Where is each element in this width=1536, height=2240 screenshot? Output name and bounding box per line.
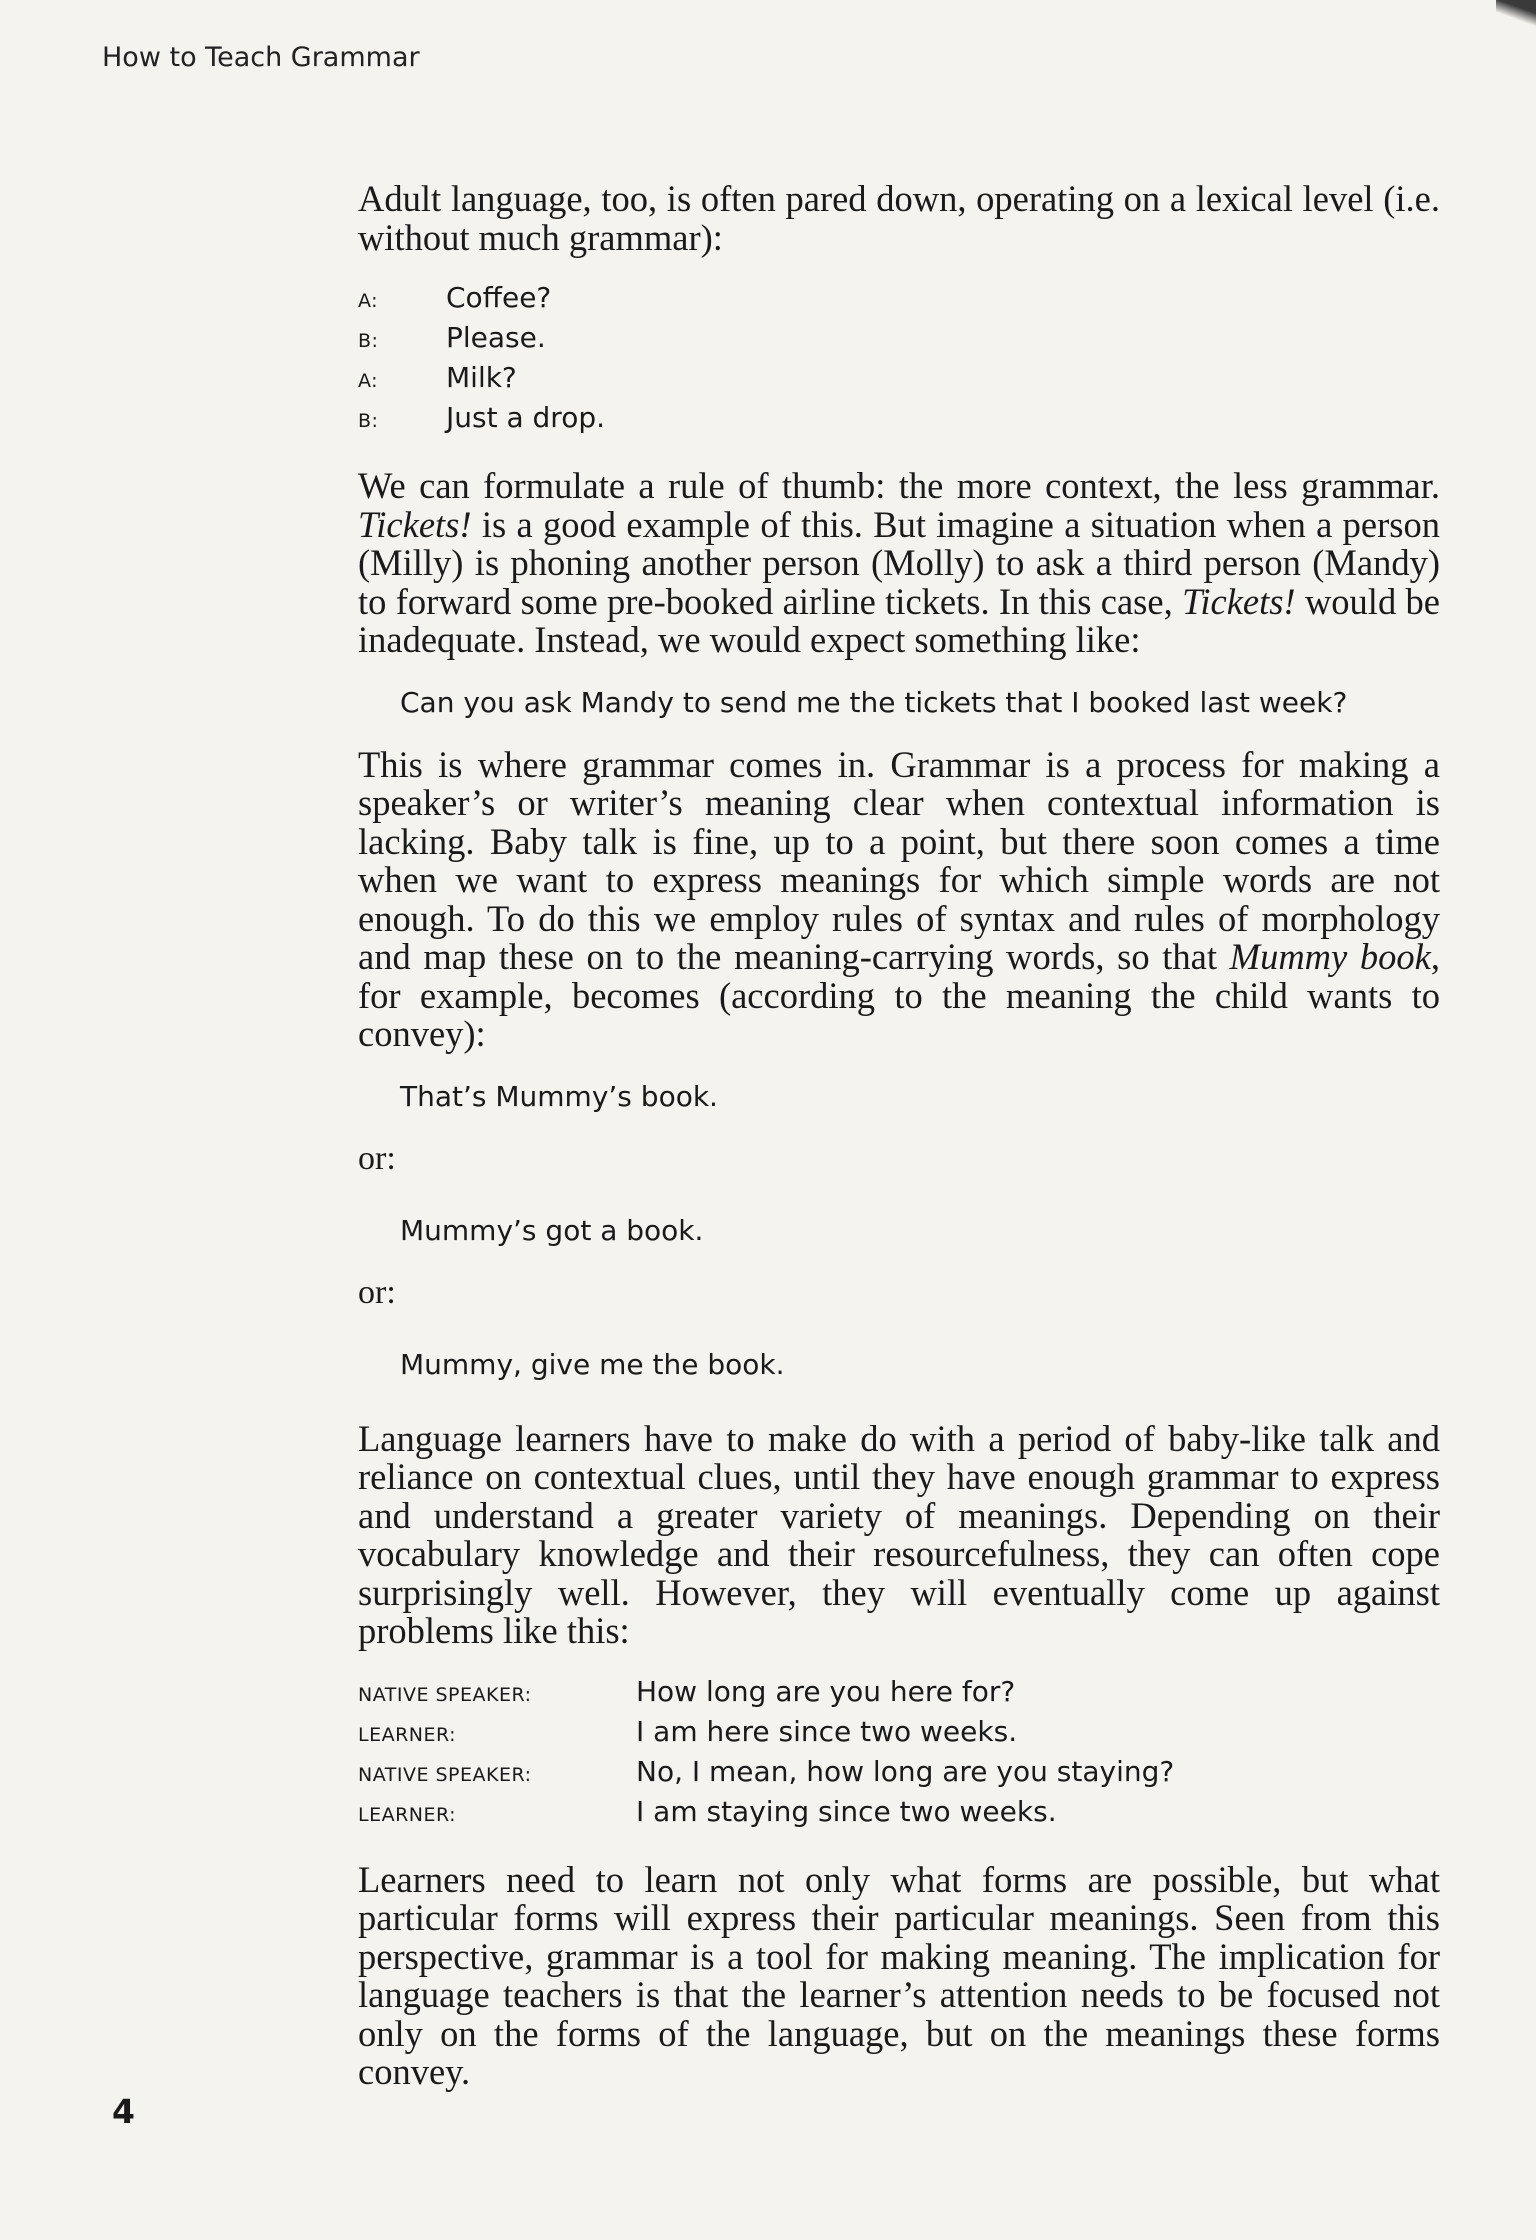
dialog-line: I am here since two weeks. <box>636 1714 1018 1748</box>
text-run: would be inadequate. Instead, we would expect something like: <box>358 580 1441 660</box>
example-sentence: Mummy’s got a book. <box>400 1213 704 1247</box>
example-sentence: Mummy, give me the book. <box>400 1347 785 1381</box>
speaker-label: B: <box>358 330 379 352</box>
italic-run: Tickets! <box>358 503 472 545</box>
dialog-row <box>358 1715 1440 1755</box>
italic-run: Tickets! <box>1182 580 1296 622</box>
dialog-coffee <box>358 281 1440 441</box>
paragraph-learners-need: Learners need to learn not only what forms are possible, but what particular forms will express their particular meanings. Seen from this perspective, grammar is a tool for making meaning. The implication for language teachers is that the learner’s attention needs to be focused not only on the forms of the language, but on the meanings these forms convey. <box>358 1858 1440 2092</box>
dialog-row <box>358 1675 1440 1715</box>
speaker-label: NATIVE SPEAKER: <box>358 1683 532 1706</box>
dialog-line: Milk? <box>446 361 517 394</box>
dialog-row <box>358 281 1440 321</box>
dialog-row <box>358 361 1440 401</box>
dialog-line: No, I mean, how long are you staying? <box>636 1754 1175 1788</box>
text-run: , for example, becomes (according to the meaning the child wants to convey): <box>358 936 1440 1054</box>
dialog-native-learner <box>358 1675 1440 1835</box>
dialog-row <box>358 321 1440 361</box>
text-run: is a good example of this. But imagine a situation when a person (Milly) is phoning another person (Molly) to ask a third person (Mandy) to forward some pre-booked airline tickets. In this case, <box>358 503 1440 622</box>
paragraph-grammar-process <box>358 743 1440 1054</box>
paragraph-rule-of-thumb <box>358 467 1440 660</box>
italic-run: Mummy book <box>1229 936 1431 977</box>
text-run: This is where grammar comes in. Grammar is a process for making a speaker’s or writer’s meaning clear when contextual information is lacking. Baby talk is fine, up to a point, but there soon comes a time when we want to express meanings for which simple words are not enough. To do this we employ rules of syntax and rules of morphology and map these on to the meaning-carrying words, so that <box>358 743 1440 977</box>
mummy-examples <box>358 1078 1440 1384</box>
speaker-label: LEARNER: <box>358 1803 457 1826</box>
page-corner-shadow <box>1496 0 1536 30</box>
or-label: or: <box>358 1273 396 1311</box>
dialog-line: I am staying since two weeks. <box>636 1794 1057 1828</box>
speaker-label: A: <box>358 370 379 392</box>
dialog-line: Please. <box>446 321 546 354</box>
text-run: We can formulate a rule of thumb: the more context, the less grammar. <box>358 465 1440 506</box>
dialog-row <box>358 1795 1440 1835</box>
running-head: How to Teach Grammar <box>102 42 420 73</box>
speaker-label: LEARNER: <box>358 1723 457 1746</box>
dialog-line: Coffee? <box>446 281 552 314</box>
dialog-row <box>358 1755 1440 1795</box>
paragraph-adult-language: Adult language, too, is often pared down, operating on a lexical level (i.e. without much grammar): <box>358 178 1440 258</box>
speaker-label: B: <box>358 410 379 432</box>
example-sentence: That’s Mummy’s book. <box>400 1079 718 1113</box>
speaker-label: NATIVE SPEAKER: <box>358 1763 532 1786</box>
page-number: 4 <box>112 2092 135 2131</box>
page-body <box>358 180 1440 2116</box>
paragraph-language-learners: Language learners have to make do with a period of baby-like talk and reliance on contextual clues, until they have enough grammar to express and understand a greater variety of meanings. Depending on their vocabulary knowledge and their resourcefulness, they can often cope surprisingly well. However, they will eventually come up against problems like this: <box>358 1417 1440 1651</box>
dialog-line: Just a drop. <box>446 401 606 434</box>
example-sentence: Can you ask Mandy to send me the tickets that I booked last week? <box>400 685 1348 719</box>
dialog-line: How long are you here for? <box>636 1674 1016 1708</box>
dialog-row <box>358 401 1440 441</box>
or-label: or: <box>358 1139 396 1177</box>
speaker-label: A: <box>358 290 379 312</box>
